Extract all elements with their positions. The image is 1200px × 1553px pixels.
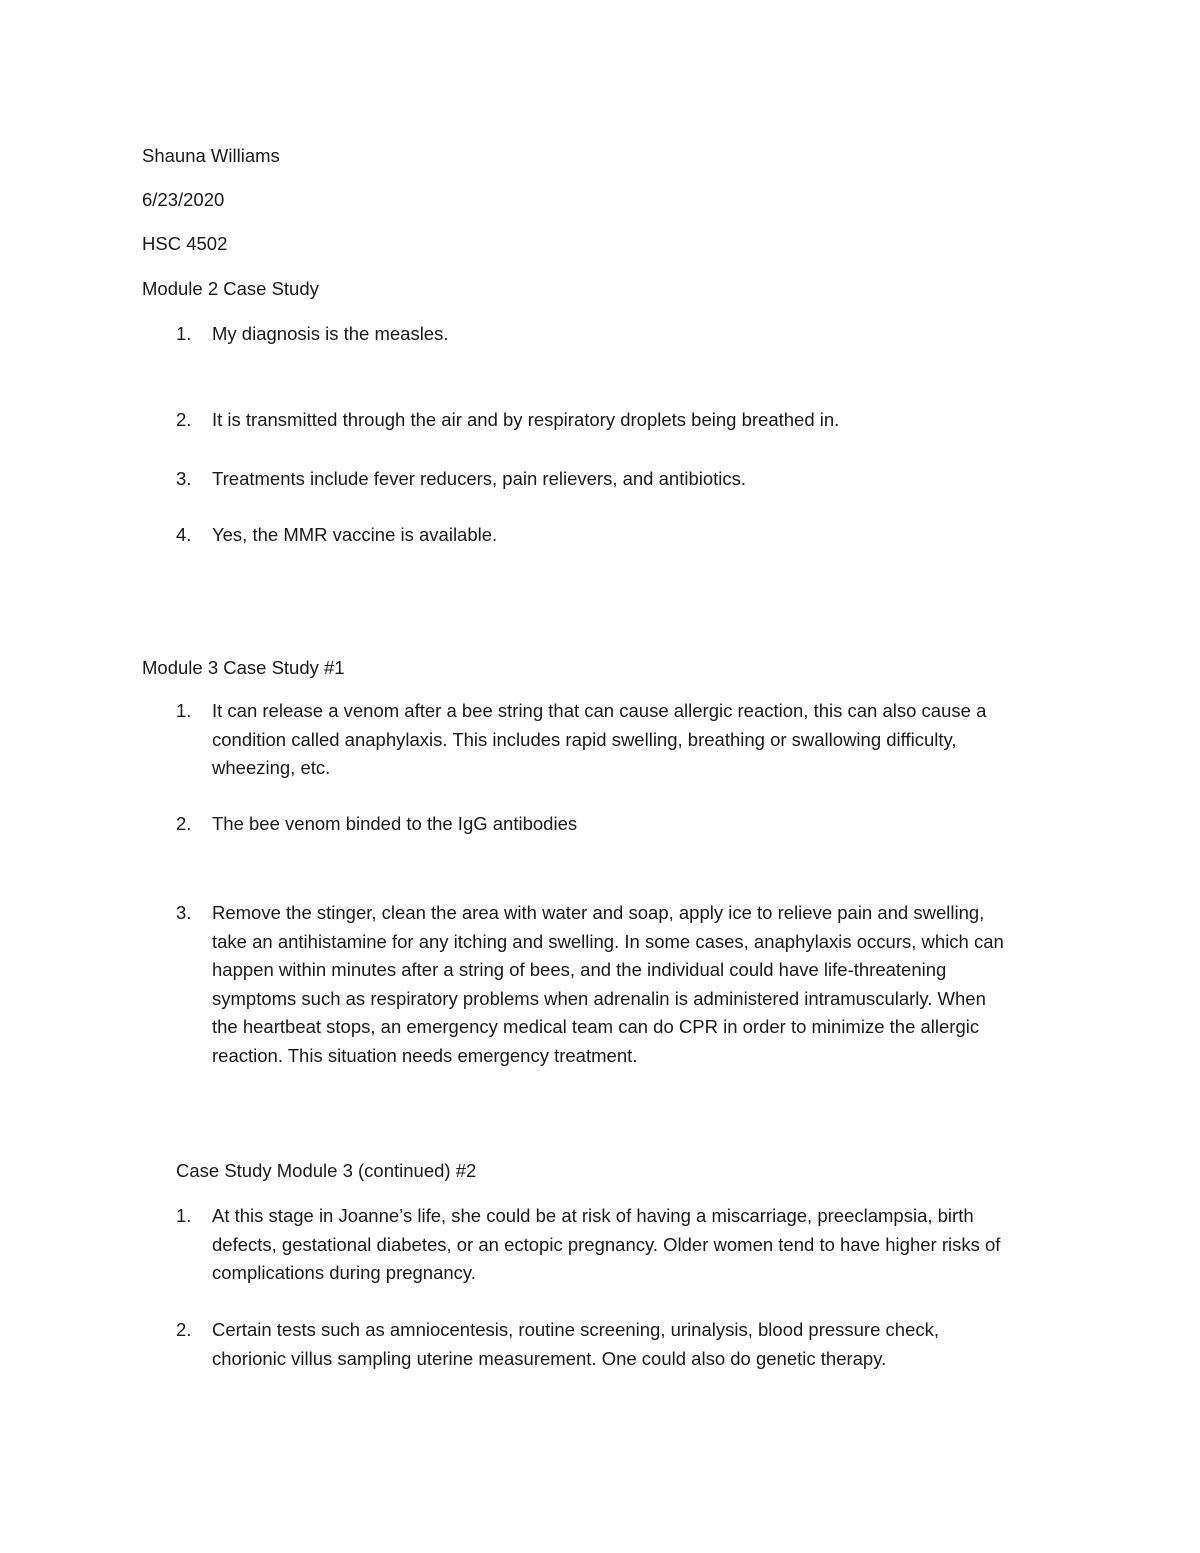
list-text: At this stage in Joanne’s life, she could be at risk of having a miscarriage, preeclampsia, birth defects, gestational diabetes, or an ectopic pregnancy. Older women tend to have higher risks of complications during pregnancy. [212,1205,1001,1284]
list-text: Treatments include fever reducers, pain relievers, and antibiotics. [212,468,747,489]
list-number: 1. [176,1205,192,1226]
list-text: It is transmitted through the air and by respiratory droplets being breathed in. [212,409,840,430]
list-text: My diagnosis is the measles. [212,323,449,344]
course-code: HSC 4502 [142,233,228,254]
list-number: 2. [176,813,192,834]
list-number: 3. [176,468,192,489]
list-text: The bee venom binded to the IgG antibodies [212,813,578,834]
list-text: Certain tests such as amniocentesis, routine screening, urinalysis, blood pressure check, chorionic villus sampling uterine measurement. One could also do genetic therapy. [212,1319,939,1369]
section-title-module-2: Module 2 Case Study [142,278,319,299]
author-name: Shauna Williams [142,145,280,166]
list-number: 3. [176,902,192,923]
list-text: Remove the stinger, clean the area with water and soap, apply ice to relieve pain and swelling, take an antihistamine for any itching and swelling. In some cases, anaphylaxis occurs, which can happen within minutes after a string of bees, and the individual could have life-threatening symptoms such as respiratory problems when adrenalin is administered intramuscularly. When the heartbeat stops, an emergency medical team can do CPR in order to minimize the allergic reaction. This situation needs emergency treatment. [212,902,1004,1066]
section-title-module-3-2: Case Study Module 3 (continued) #2 [176,1160,477,1181]
list-text: Yes, the MMR vaccine is available. [212,524,498,545]
document-date: 6/23/2020 [142,189,225,210]
list-text: It can release a venom after a bee string that can cause allergic reaction, this can also cause a condition called anaphylaxis. This includes rapid swelling, breathing or swallowing difficulty, wheezing, etc. [212,700,987,779]
list-number: 1. [176,323,192,344]
list-number: 2. [176,1319,192,1340]
list-number: 1. [176,700,192,721]
list-number: 2. [176,409,192,430]
section-title-module-3-1: Module 3 Case Study #1 [142,657,345,678]
list-number: 4. [176,524,192,545]
